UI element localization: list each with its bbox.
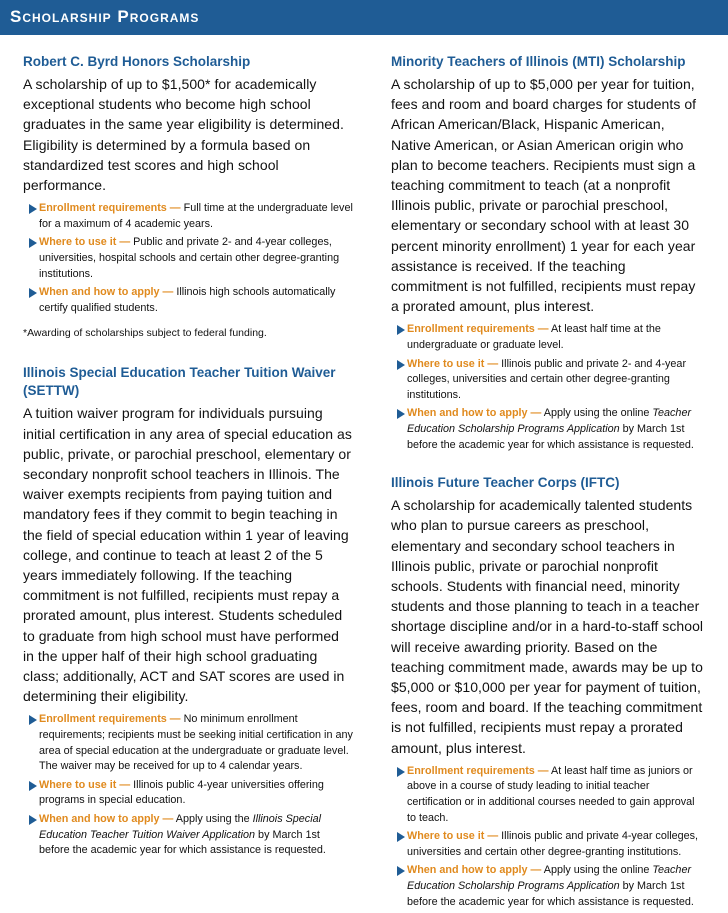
mti-apply xyxy=(391,406,706,453)
bullet-label: Where to use it — xyxy=(39,236,131,249)
iftc-enrollment xyxy=(391,764,706,826)
bullet-label: When and how to apply — xyxy=(407,407,542,420)
bullet-label: Enrollment requirements — xyxy=(39,713,181,726)
bullet-label: When and how to apply — xyxy=(39,286,174,299)
bullet-text: Apply using the online xyxy=(541,864,653,877)
application-name: Illinois Special Education Teacher Tuition Waiver Application xyxy=(39,812,322,841)
bullet-label: Where to use it — xyxy=(39,778,131,791)
triangle-bullet-icon xyxy=(29,781,37,791)
settw-enrollment xyxy=(23,712,353,774)
page-header xyxy=(0,0,728,35)
triangle-bullet-icon xyxy=(397,325,405,335)
triangle-bullet-icon xyxy=(397,767,405,777)
bullet-text: At least half time as juniors or above in a course of study leading to initial teacher certification or in additional courses needed to gain approval to teach. xyxy=(407,764,695,824)
byrd-bullets xyxy=(23,201,353,316)
bullet-text: by March 1st before the academic year for which assistance is requested. xyxy=(407,879,694,908)
left-column xyxy=(23,53,353,862)
triangle-bullet-icon xyxy=(29,715,37,725)
bullet-label: Where to use it — xyxy=(407,830,499,843)
application-name: Teacher Education Scholarship Programs Application xyxy=(407,864,692,892)
bullet-text: Full time at the undergraduate level for a maximum of 4 academic years. xyxy=(39,202,353,230)
settw-where xyxy=(23,778,353,809)
byrd-section xyxy=(23,53,353,340)
bullet-label: When and how to apply — xyxy=(39,812,174,825)
bullet-text: Illinois public 4-year universities offering programs in special education. xyxy=(39,778,324,807)
triangle-bullet-icon xyxy=(29,288,37,298)
byrd-footnote: *Awarding of scholarships subject to federal funding. xyxy=(23,327,267,340)
triangle-bullet-icon xyxy=(29,815,37,825)
right-column xyxy=(391,53,706,913)
mti-body: A scholarship of up to $5,000 per year for tuition, fees and room and board charges for students of African American/Black, Hispanic American, Native American, or Asian American origin who plan to become teachers. Recipients must sign a teaching commitment to teach (at a nonprofit Illinois public, private or parochial preschool, elementary or secondary school with at least 30 percent minority enrollment) 1 year for each year assistance is received. If the teaching commitment is not fulfilled, recipients must repay a prorated amount, plus interest. xyxy=(391,76,697,315)
settw-apply xyxy=(23,812,353,859)
bullet-text: Apply using the online xyxy=(541,407,653,420)
iftc-where xyxy=(391,829,706,860)
triangle-bullet-icon xyxy=(397,360,405,370)
bullet-text: Illinois public and private 2- and 4-year colleges, universities and certain other degree-granting institutions. xyxy=(407,357,687,401)
byrd-where xyxy=(23,235,353,282)
byrd-body: A scholarship of up to $1,500* for academically exceptional students who become high school graduates in the same year eligibility is determined. Eligibility is determined by a formula based on standardized test scores and high school performance. xyxy=(23,76,344,194)
mti-enrollment xyxy=(391,322,706,353)
bullet-label: Enrollment requirements — xyxy=(39,202,181,215)
settw-section xyxy=(23,364,353,858)
iftc-apply xyxy=(391,863,706,910)
bullet-text: by March 1st before the academic year for which assistance is requested. xyxy=(407,423,694,451)
bullet-label: Enrollment requirements — xyxy=(407,764,549,777)
mti-section xyxy=(391,53,706,453)
mti-bullets xyxy=(391,322,706,453)
mti-heading: Minority Teachers of Illinois (MTI) Scholarship xyxy=(391,54,686,69)
bullet-text: Illinois high schools automatically certify qualified students. xyxy=(39,286,336,314)
iftc-section xyxy=(391,474,706,910)
bullet-text: by March 1st before the academic year for which assistance is requested. xyxy=(39,828,326,857)
mti-where xyxy=(391,357,706,404)
bullet-text: Public and private 2- and 4-year colleges, universities, hospital schools and certain other degree-granting institutions. xyxy=(39,236,340,280)
settw-bullets xyxy=(23,712,353,858)
bullet-text: Illinois public and private 4-year colleges, universities and certain other degree-granting institutions. xyxy=(407,830,699,858)
triangle-bullet-icon xyxy=(29,238,37,248)
byrd-enrollment xyxy=(23,201,353,232)
triangle-bullet-icon xyxy=(397,409,405,419)
bullet-text: At least half time at the undergraduate or graduate level. xyxy=(407,323,661,352)
iftc-heading: Illinois Future Teacher Corps (IFTC) xyxy=(391,475,620,491)
bullet-label: When and how to apply — xyxy=(407,864,542,877)
iftc-body: A scholarship for academically talented students who plan to pursue careers as preschool, elementary and secondary school teachers in Illinois public, private or parochial nonprofit schools. Students with financial need, minority students and those planning to teach in a teacher shortage discipline and/or in a hard-to-staff school will receive awarding priority. Based on the teaching commitment made, awards may be up to $5,000 or $10,000 per year for payment of tuition, fees, room and board. If the teaching commitment is not fulfilled, recipients must repay a prorated amount, plus interest. xyxy=(391,497,704,756)
page-title: Scholarship Programs xyxy=(10,7,200,26)
bullet-label: Where to use it — xyxy=(407,357,499,370)
triangle-bullet-icon xyxy=(397,832,405,842)
triangle-bullet-icon xyxy=(29,204,37,214)
settw-heading: Illinois Special Education Teacher Tuition Waiver (SETTW) xyxy=(23,365,336,399)
triangle-bullet-icon xyxy=(397,866,405,876)
byrd-apply xyxy=(23,285,353,316)
iftc-bullets xyxy=(391,764,706,910)
bullet-text: No minimum enrollment requirements; recipients must be seeking initial certification in any area of special education at the undergraduate or graduate level. The waiver may be received for up to 4 calendar years. xyxy=(39,713,353,773)
byrd-heading: Robert C. Byrd Honors Scholarship xyxy=(23,54,251,69)
application-name: Teacher Education Scholarship Programs Application xyxy=(407,407,692,435)
bullet-label: Enrollment requirements — xyxy=(407,323,549,336)
bullet-text: Apply using the xyxy=(173,812,253,825)
settw-body: A tuition waiver program for individuals pursuing initial certification in any area of special education as public, private, or parochial preschool, elementary or secondary nonprofit school teachers in Illinois. The waiver exempts recipients from paying tuition and mandatory fees if they commit to begin teaching in the field of special education within 1 year of leaving college, and continue to teach at least 2 of the 5 years immediately following. If the teaching commitment is not fulfilled, recipients must repay a prorated amount, plus interest. Students scheduled to graduate from high school must have performed in the upper half of their high school graduating class; additionally, ACT and SAT scores are used in determining their eligibility. xyxy=(23,405,352,705)
